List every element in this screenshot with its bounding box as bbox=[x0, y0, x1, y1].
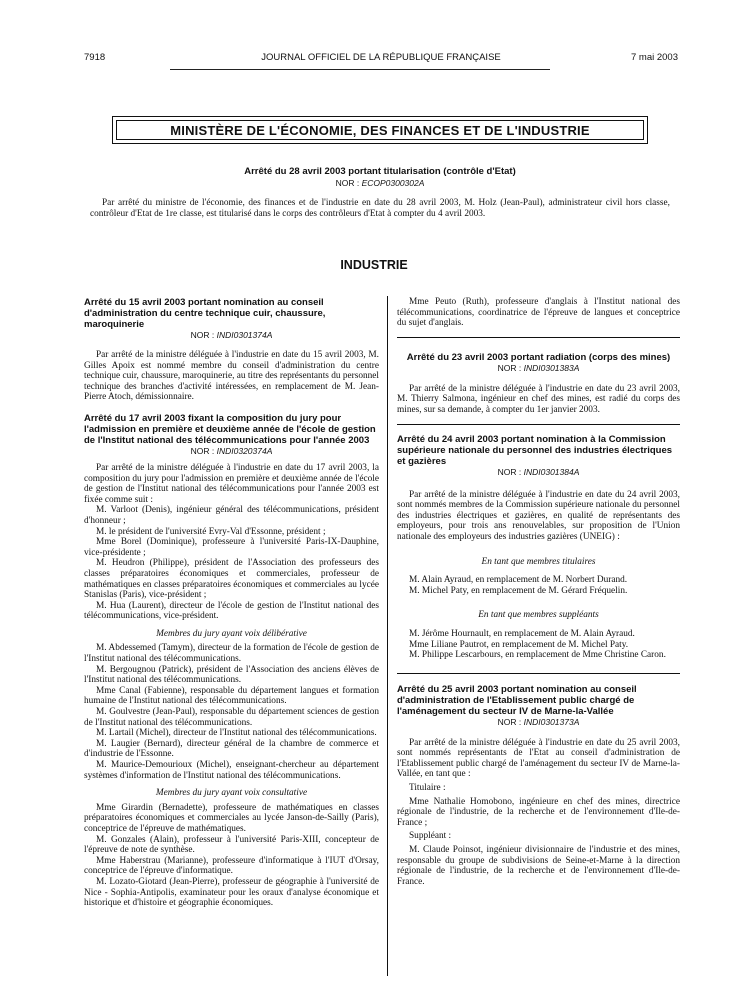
journal-title: JOURNAL OFFICIEL DE LA RÉPUBLIQUE FRANÇAISE bbox=[261, 52, 501, 63]
nor-line bbox=[84, 446, 379, 457]
left-column bbox=[84, 297, 379, 909]
paragraph: Mme Borel (Dominique), professeure à l'université Paris-IX-Dauphine, vice-présidente ; bbox=[84, 537, 379, 558]
nor-line bbox=[90, 178, 670, 189]
arrete-text: Par arrêté de la ministre déléguée à l'industrie en date du 15 avril 2003, M. Gilles Apoix est nommé membre du conseil d'administration du centre technique cuir, chaussure, maroquinerie, au titre des représentants du personnel technique des branches d'activité intéressées, en remplacement de M. Jean-Pierre Atoch, démissionnaire. bbox=[84, 350, 379, 403]
paragraph: Mme Peuto (Ruth), professeure d'anglais à l'Institut national des télécommunications, coordinatrice de l'épreuve de langues et conceptrice du sujet d'anglais. bbox=[397, 297, 680, 329]
label: Suppléant : bbox=[409, 831, 452, 842]
paragraph: M. Philippe Lescarbours, en remplacement de Mme Christine Caron. bbox=[409, 650, 666, 661]
nor-label: NOR : bbox=[497, 466, 522, 477]
nor-code: INDI0301384A bbox=[523, 466, 580, 477]
paragraph: Mme Nathalie Homobono, ingénieure en chef des mines, directrice régionale de l'industrie, de la recherche et de l'environnement d'Ile-de-France ; bbox=[397, 796, 680, 828]
nor-code: INDI0301373A bbox=[523, 716, 580, 727]
arrete-title: Arrêté du 23 avril 2003 portant radiation (corps des mines) bbox=[406, 351, 671, 363]
paragraph: M. Lozato-Giotard (Jean-Pierre), professeur de géographie à l'université de Nice - Sophia-Antipolis, examinateur pour les oraux d'analyse économique et historique et d'histoire et géographie économiques. bbox=[84, 876, 379, 909]
page-number: 7918 bbox=[84, 52, 106, 63]
paragraph: M. Bergougnou (Patrick), président de l'Association des anciens élèves de l'Institut national des télécommunications. bbox=[84, 664, 379, 686]
section-title: INDUSTRIE bbox=[340, 258, 408, 272]
nor-code: ECOP0300302A bbox=[361, 178, 425, 188]
arrete-title: Arrêté du 17 avril 2003 fixant la composition du jury pour l'admission en première et deuxième année de l'école de gestion de l'Institut national des télécommunications pour l'année 2003 bbox=[84, 412, 376, 446]
column-divider bbox=[387, 296, 388, 976]
paragraph: Par arrêté de la ministre déléguée à l'industrie en date du 17 avril 2003, la composition du jury pour l'admission en première et deuxième année de l'école de gestion de l'Institut national des télécommunications pour l'année 2003 est fixée comme suit : bbox=[84, 462, 379, 505]
page-header bbox=[84, 52, 678, 66]
subheading: Membres du jury ayant voix consultative bbox=[155, 788, 308, 799]
paragraph: M. Jérôme Hournault, en remplacement de M. Alain Ayraud. bbox=[409, 628, 635, 639]
nor-label: NOR : bbox=[335, 178, 360, 188]
article-separator bbox=[397, 424, 680, 425]
right-column bbox=[397, 297, 680, 887]
paragraph: M. Gonzales (Alain), professeur à l'université Paris-XIII, concepteur de l'épreuve de note de synthèse. bbox=[84, 834, 379, 856]
paragraph: M. Lartail (Michel), directeur de l'Institut national des télécommunications. bbox=[96, 728, 377, 739]
nor-label: NOR : bbox=[190, 445, 215, 456]
nor-line bbox=[397, 717, 680, 728]
arrete-title: Arrêté du 15 avril 2003 portant nomination au conseil d'administration du centre technique cuir, chaussure, maroquinerie bbox=[84, 297, 326, 330]
arrete-text: Par arrêté du ministre de l'économie, des finances et de l'industrie en date du 28 avril 2003, M. Holz (Jean-Paul), administrateur civil hors classe, contrôleur d'Etat de 1re classe, est titularisé dans le corps des contrôleurs d'Etat à compter du 4 avril 2003. bbox=[90, 198, 670, 219]
header-rule bbox=[170, 69, 550, 70]
arrete-text: Par arrêté de la ministre déléguée à l'industrie en date du 25 avril 2003, sont nommés représentants de l'Etat au conseil d'administration de l'Etablissement public chargé de l'aménagement du secteur IV de Marne-la-Vallée, en tant que : bbox=[397, 737, 680, 780]
article-separator bbox=[397, 337, 680, 338]
paragraph: Mme Canal (Fabienne), responsable du département langues et formation humaine de l'Institut national des télécommunications. bbox=[84, 685, 379, 707]
paragraph: M. Abdessemed (Tamym), directeur de la formation de l'école de gestion de l'Institut national des télécommunications. bbox=[84, 643, 379, 665]
article-separator bbox=[397, 673, 680, 674]
subheading: Membres du jury ayant voix délibérative bbox=[156, 628, 307, 639]
paragraph: M. le président de l'université Evry-Val d'Essonne, président ; bbox=[96, 526, 326, 537]
arrete-title: Arrêté du 25 avril 2003 portant nomination au conseil d'administration de l'Etablissement public chargé de l'aménagement du secteur IV de Marne-la-Vallée bbox=[397, 683, 637, 717]
ministry-title: MINISTÈRE DE L'ÉCONOMIE, DES FINANCES ET DE L'INDUSTRIE bbox=[116, 120, 644, 140]
paragraph: M. Hua (Laurent), directeur de l'école de gestion de l'Institut national des télécommunications, vice-président. bbox=[84, 600, 379, 622]
label: Titulaire : bbox=[409, 783, 446, 794]
arrete-title: Arrêté du 28 avril 2003 portant titularisation (contrôle d'Etat) bbox=[244, 166, 516, 177]
nor-line bbox=[397, 467, 680, 478]
arrete-title: Arrêté du 24 avril 2003 portant nomination à la Commission supérieure nationale du personnel des industries électriques et gazières bbox=[397, 433, 673, 467]
subheading: En tant que membres titulaires bbox=[481, 556, 596, 567]
paragraph: Mme Haberstrau (Marianne), professeure d'informatique à l'IUT d'Orsay, conceptrice de l'épreuve d'informatique. bbox=[84, 855, 379, 877]
top-arrete bbox=[90, 166, 670, 219]
paragraph: M. Maurice-Demourioux (Michel), enseignant-chercheur au département systèmes d'information de l'Institut national des télécommunications. bbox=[84, 760, 379, 781]
nor-line bbox=[84, 330, 379, 341]
ministry-box bbox=[112, 116, 648, 144]
nor-label: NOR : bbox=[497, 362, 522, 373]
paragraph: M. Michel Paty, en remplacement de M. Gérard Fréquelin. bbox=[409, 585, 628, 596]
arrete-text: Par arrêté de la ministre déléguée à l'industrie en date du 23 avril 2003, M. Thierry Salmona, ingénieur en chef des mines, est radié du corps des mines, sur sa demande, à compter du 1er janvier 2003. bbox=[397, 383, 680, 415]
paragraph: Mme Girardin (Bernadette), professeure de mathématiques en classes préparatoires économiques et commerciales au lycée Janson-de-Sailly (Paris), conceptrice de l'épreuve de mathématiques. bbox=[84, 802, 379, 834]
paragraph: M. Laugier (Bernard), directeur général de la chambre de commerce et d'industrie de l'Essonne. bbox=[84, 738, 379, 760]
nor-line bbox=[397, 363, 680, 374]
nor-code: INDI0320374A bbox=[216, 445, 273, 456]
paragraph: M. Varloot (Denis), ingénieur général des télécommunications, président d'honneur ; bbox=[84, 505, 379, 526]
paragraph: M. Heudron (Philippe), président de l'Association des professeurs des classes préparatoires économiques et commerciales, professeur de mathématiques en classes préparatoires économiques et commerciales au lycée Stanislas (Paris), vice-président ; bbox=[84, 558, 379, 601]
nor-code: INDI0301383A bbox=[523, 362, 580, 373]
nor-label: NOR : bbox=[190, 330, 215, 340]
paragraph: M. Alain Ayraud, en remplacement de M. Norbert Durand. bbox=[409, 575, 628, 586]
paragraph: M. Claude Poinsot, ingénieur divisionnaire de l'industrie et des mines, responsable du groupe de subdivisions de Seine-et-Marne à la direction régionale de l'industrie, de la recherche et de l'environnement d'Ile-de-France. bbox=[397, 845, 680, 887]
nor-code: INDI0301374A bbox=[216, 330, 273, 340]
nor-label: NOR : bbox=[497, 716, 522, 727]
issue-date: 7 mai 2003 bbox=[630, 52, 678, 63]
paragraph: M. Goulvestre (Jean-Paul), responsable du département sciences de gestion de l'Institut national des télécommunications. bbox=[84, 707, 379, 728]
subheading: En tant que membres suppléants bbox=[478, 610, 599, 621]
paragraph: Mme Liliane Pautrot, en remplacement de M. Michel Paty. bbox=[409, 639, 629, 650]
arrete-text: Par arrêté de la ministre déléguée à l'industrie en date du 24 avril 2003, sont nommés membres de la Commission supérieure nationale du personnel des industries électriques et gazières, en qualité de représentants des employeurs, pour trois ans renouvelables, sur proposition de l'Union nationale des employeurs des industries gazières (UNEIG) : bbox=[397, 489, 680, 542]
